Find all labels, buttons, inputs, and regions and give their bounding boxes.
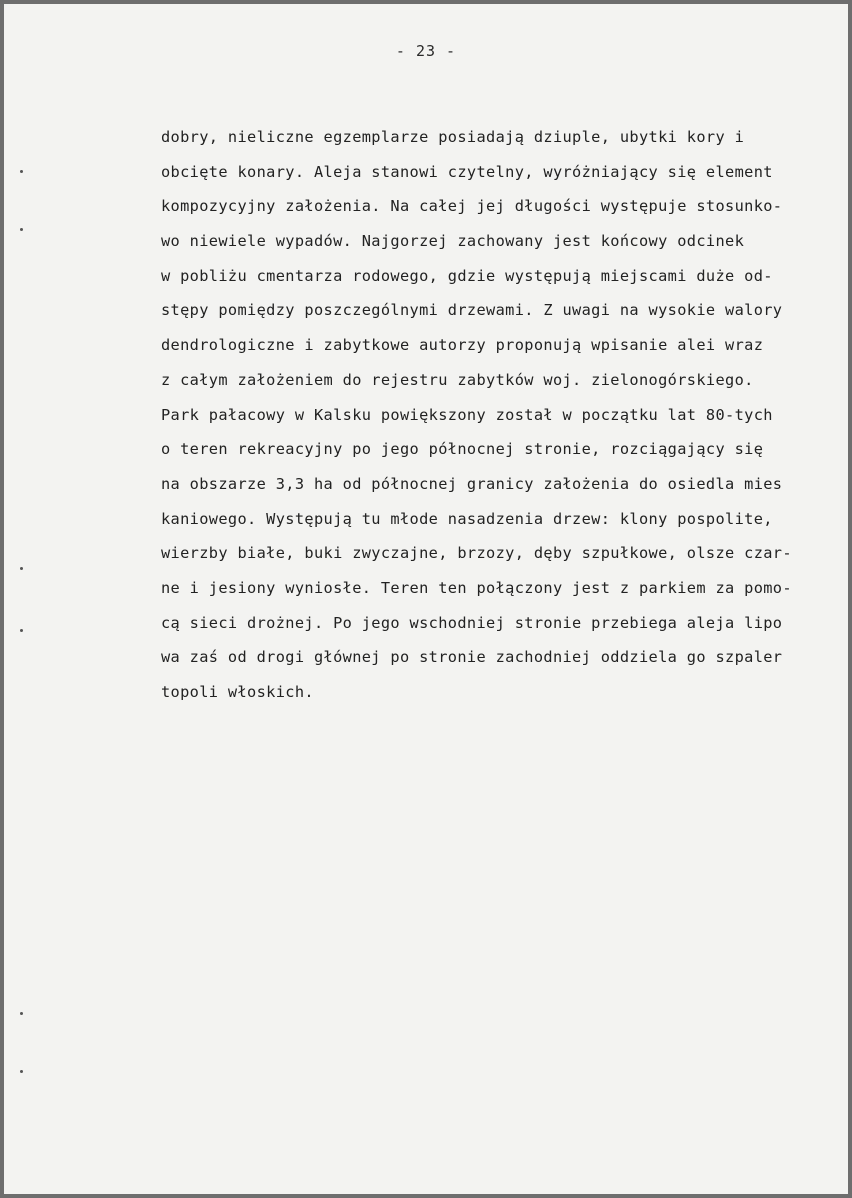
text-line: kaniowego. Występują tu młode nasadzenia drzew: klony pospolite, (161, 509, 773, 528)
text-line: ne i jesiony wyniosłe. Teren ten połączony jest z parkiem za pomo- (161, 578, 792, 597)
text-line: na obszarze 3,3 ha od północnej granicy założenia do osiedla mies (161, 474, 783, 493)
scan-speck (20, 1012, 23, 1015)
page-number: - 23 - (395, 42, 457, 60)
text-line: stępy pomiędzy poszczególnymi drzewami. Z uwagi na wysokie walory (161, 301, 783, 320)
scan-speck (20, 228, 23, 231)
text-line: wo niewiele wypadów. Najgorzej zachowany jest końcowy odcinek (161, 232, 745, 251)
document-page (4, 4, 848, 1194)
text-line: wa zaś od drogi głównej po stronie zachodniej oddziela go szpaler (161, 648, 783, 667)
scan-speck (20, 629, 23, 632)
text-line: w pobliżu cmentarza rodowego, gdzie występują miejscami duże od- (161, 266, 773, 285)
text-line: obcięte konary. Aleja stanowi czytelny, wyróżniający się element (161, 162, 773, 181)
text-line: wierzby białe, buki zwyczajne, brzozy, dęby szpułkowe, olsze czar- (161, 544, 792, 563)
text-line: kompozycyjny założenia. Na całej jej długości występuje stosunko- (161, 197, 783, 216)
text-line: Park pałacowy w Kalsku powiększony został w początku lat 80-tych (161, 405, 773, 424)
text-line: z całym założeniem do rejestru zabytków woj. zielonogórskiego. (161, 370, 754, 389)
text-line: o teren rekreacyjny po jego północnej stronie, rozciągający się (161, 440, 764, 459)
text-line: topoli włoskich. (161, 683, 314, 701)
text-line: dendrologiczne i zabytkowe autorzy proponują wpisanie alei wraz (161, 336, 764, 355)
scan-speck (20, 170, 23, 173)
text-line: cą sieci drożnej. Po jego wschodniej stronie przebiega aleja lipo (161, 613, 783, 632)
body-paragraph (161, 120, 792, 710)
scan-speck (20, 567, 23, 570)
scan-speck (20, 1070, 23, 1073)
text-line: dobry, nieliczne egzemplarze posiadają dziuple, ubytki kory i (161, 128, 745, 146)
